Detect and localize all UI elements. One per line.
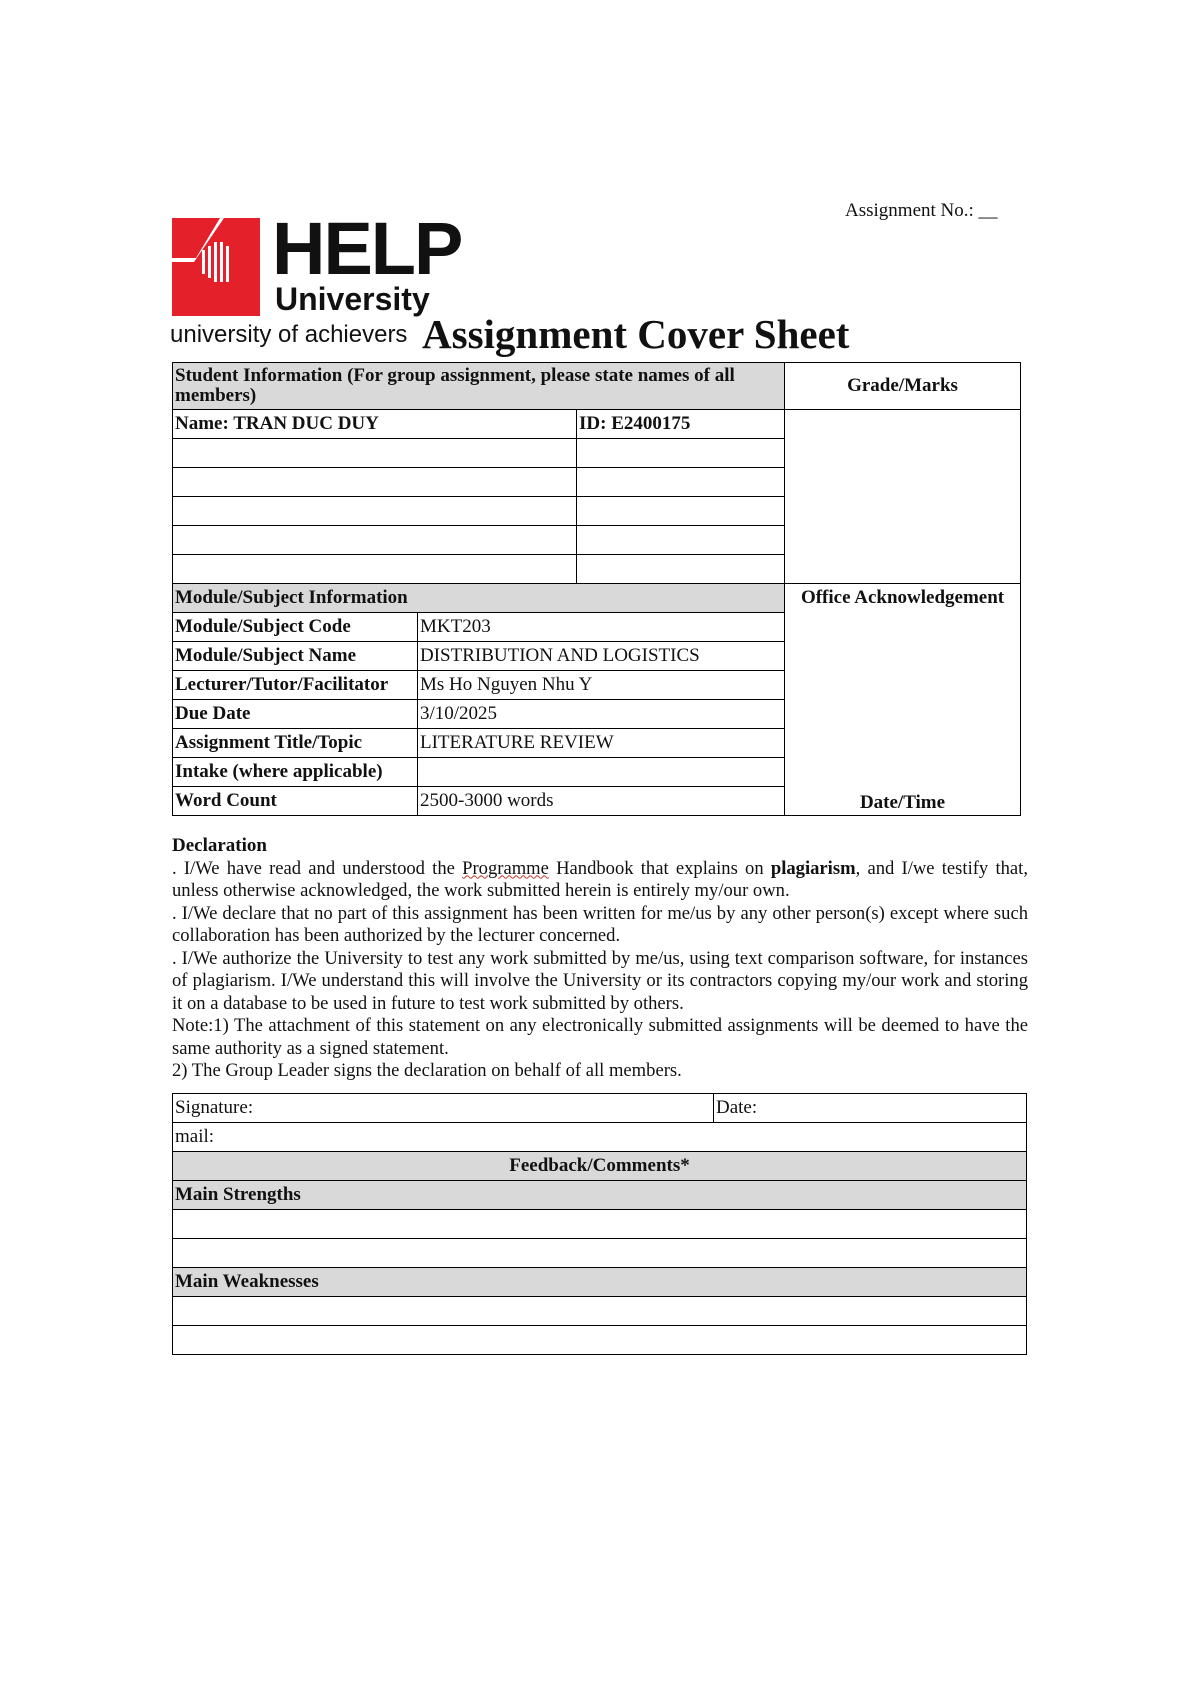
- tagline: university of achievers: [170, 321, 408, 348]
- module-name-value[interactable]: DISTRIBUTION AND LOGISTICS: [418, 642, 785, 671]
- grade-marks-box[interactable]: [785, 410, 1021, 584]
- office-acknowledgement-box: [785, 584, 1021, 816]
- logo-university: University: [275, 281, 430, 317]
- grade-marks-label: Grade/Marks: [785, 363, 1021, 410]
- intake-label: Intake (where applicable): [173, 758, 418, 787]
- member-name-field[interactable]: [173, 526, 577, 555]
- member-name-field[interactable]: [173, 555, 577, 584]
- member-name-field[interactable]: [173, 439, 577, 468]
- main-weaknesses-heading: Main Weaknesses: [173, 1268, 1027, 1297]
- member-name-field[interactable]: [173, 497, 577, 526]
- mail-field[interactable]: mail:: [173, 1123, 1027, 1152]
- module-info-heading: Module/Subject Information: [173, 584, 785, 613]
- student-id: ID: E2400175: [577, 410, 785, 439]
- member-id-field[interactable]: [577, 439, 785, 468]
- signoff-table: [172, 1093, 1027, 1355]
- declaration-paragraph-1: . I/We have read and understood the Programme Handbook that explains on plagiarism, and I/we testify that, unless otherwise acknowledged, the work submitted herein is entirely my/our own.: [172, 857, 1028, 901]
- weaknesses-line[interactable]: [173, 1297, 1027, 1326]
- strengths-line[interactable]: [173, 1239, 1027, 1268]
- due-date-value[interactable]: 3/10/2025: [418, 700, 785, 729]
- logo-wordmark: HELP: [272, 207, 462, 290]
- module-name-label: Module/Subject Name: [173, 642, 418, 671]
- word-count-label: Word Count: [173, 787, 418, 816]
- member-id-field[interactable]: [577, 497, 785, 526]
- member-name-field[interactable]: [173, 468, 577, 497]
- date-field[interactable]: Date:: [714, 1094, 1027, 1123]
- signature-field[interactable]: Signature:: [173, 1094, 714, 1123]
- word-count-value[interactable]: 2500-3000 words: [418, 787, 785, 816]
- assignment-title-value[interactable]: LITERATURE REVIEW: [418, 729, 785, 758]
- lecturer-label: Lecturer/Tutor/Facilitator: [173, 671, 418, 700]
- weaknesses-line[interactable]: [173, 1326, 1027, 1355]
- main-strengths-heading: Main Strengths: [173, 1181, 1027, 1210]
- member-id-field[interactable]: [577, 526, 785, 555]
- strengths-line[interactable]: [173, 1210, 1027, 1239]
- office-acknowledgement-label: Office Acknowledgement: [800, 587, 1005, 608]
- declaration: [172, 835, 1028, 1083]
- lecturer-value[interactable]: Ms Ho Nguyen Nhu Y: [418, 671, 785, 700]
- declaration-paragraph-2: . I/We declare that no part of this assignment has been written for me/us by any other person(s) except where such collaboration has been authorized by the lecturer concerned.: [172, 902, 1028, 946]
- declaration-heading: Declaration: [172, 835, 267, 856]
- assignment-title-label: Assignment Title/Topic: [173, 729, 418, 758]
- feedback-heading: Feedback/Comments*: [173, 1152, 1027, 1181]
- due-date-label: Due Date: [173, 700, 418, 729]
- declaration-note-1: Note:1) The attachment of this statement on any electronically submitted assignments will be deemed to have the same authority as a signed statement.: [172, 1015, 1028, 1059]
- assignment-number: Assignment No.: __: [845, 200, 998, 221]
- student-module-table: [172, 362, 1021, 816]
- declaration-paragraph-3: . I/We authorize the University to test any work submitted by me/us, using text comparison software, for instances of plagiarism. I/We understand this will involve the University or its contractors copying my/our work and storing it on a database to be used in future to test work submitted by others.: [172, 947, 1028, 1014]
- module-code-value[interactable]: MKT203: [418, 613, 785, 642]
- member-id-field[interactable]: [577, 555, 785, 584]
- student-info-heading: Student Information (For group assignment, please state names of all members): [173, 363, 785, 410]
- module-code-label: Module/Subject Code: [173, 613, 418, 642]
- member-id-field[interactable]: [577, 468, 785, 497]
- intake-value[interactable]: [418, 758, 785, 787]
- student-name: Name: TRAN DUC DUY: [173, 410, 577, 439]
- page-title: Assignment Cover Sheet: [422, 311, 850, 357]
- date-time-label: Date/Time: [859, 792, 946, 814]
- declaration-note-2: 2) The Group Leader signs the declaration on behalf of all members.: [172, 1060, 682, 1081]
